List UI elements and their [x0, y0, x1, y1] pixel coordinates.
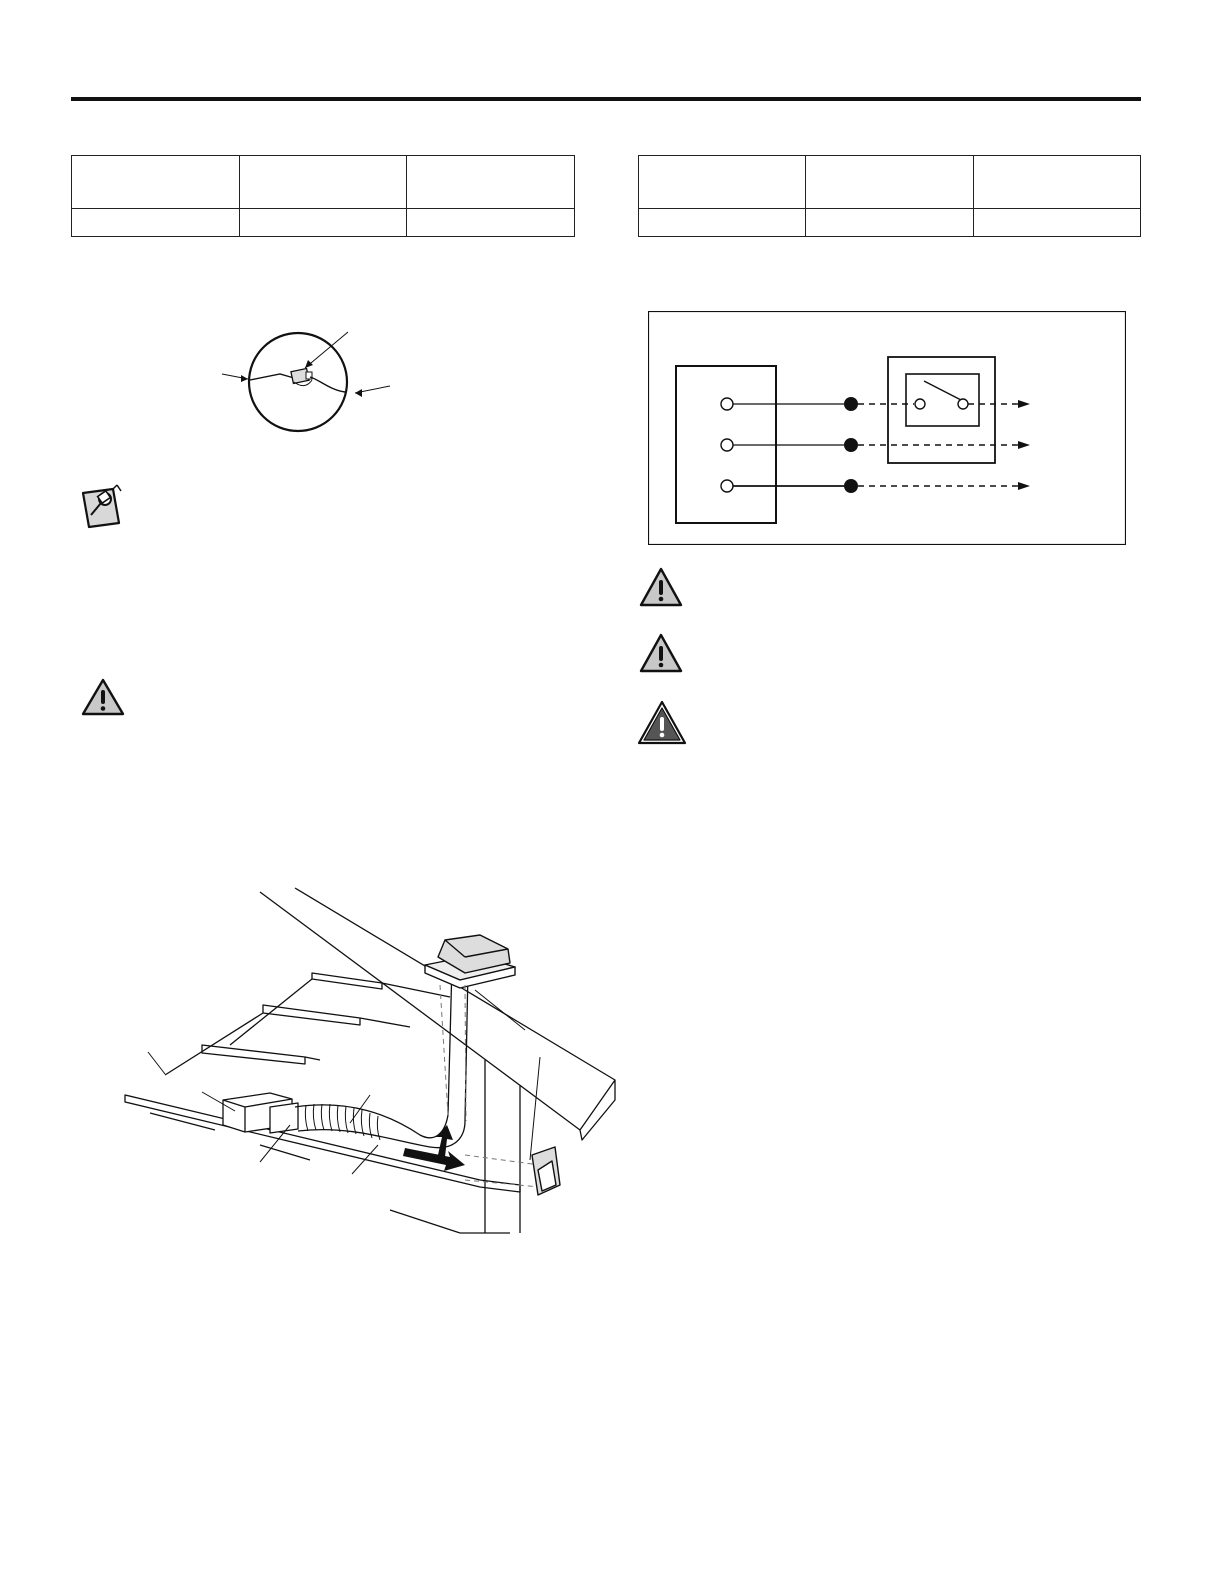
table-header-cell: [239, 156, 407, 209]
table-header-cell: [407, 156, 575, 209]
header-rule: [71, 97, 1141, 101]
table-header-cell: [72, 156, 240, 209]
table-header-row: [639, 156, 1141, 209]
danger-triangle-icon: [637, 700, 687, 746]
table-cell: [806, 209, 973, 237]
pushpin-note-icon: [77, 483, 125, 529]
table-cell: [72, 209, 240, 237]
table-row: [639, 209, 1141, 237]
table-cell: [239, 209, 407, 237]
table-cell: [639, 209, 806, 237]
table-header-cell: [639, 156, 806, 209]
table-cell: [407, 209, 575, 237]
spec-table-right: [638, 155, 1141, 237]
warning-triangle-icon: [80, 677, 126, 717]
connector-detail-illustration: [210, 330, 410, 440]
table-header-cell: [973, 156, 1140, 209]
spec-table-left: [71, 155, 575, 237]
warning-triangle-icon: [638, 566, 684, 608]
wiring-schematic-diagram: [648, 311, 1126, 545]
table-row: [72, 209, 575, 237]
table-header-cell: [806, 156, 973, 209]
attic-duct-installation-illustration: [120, 885, 625, 1240]
warning-triangle-icon: [638, 632, 684, 674]
table-header-row: [72, 156, 575, 209]
table-cell: [973, 209, 1140, 237]
